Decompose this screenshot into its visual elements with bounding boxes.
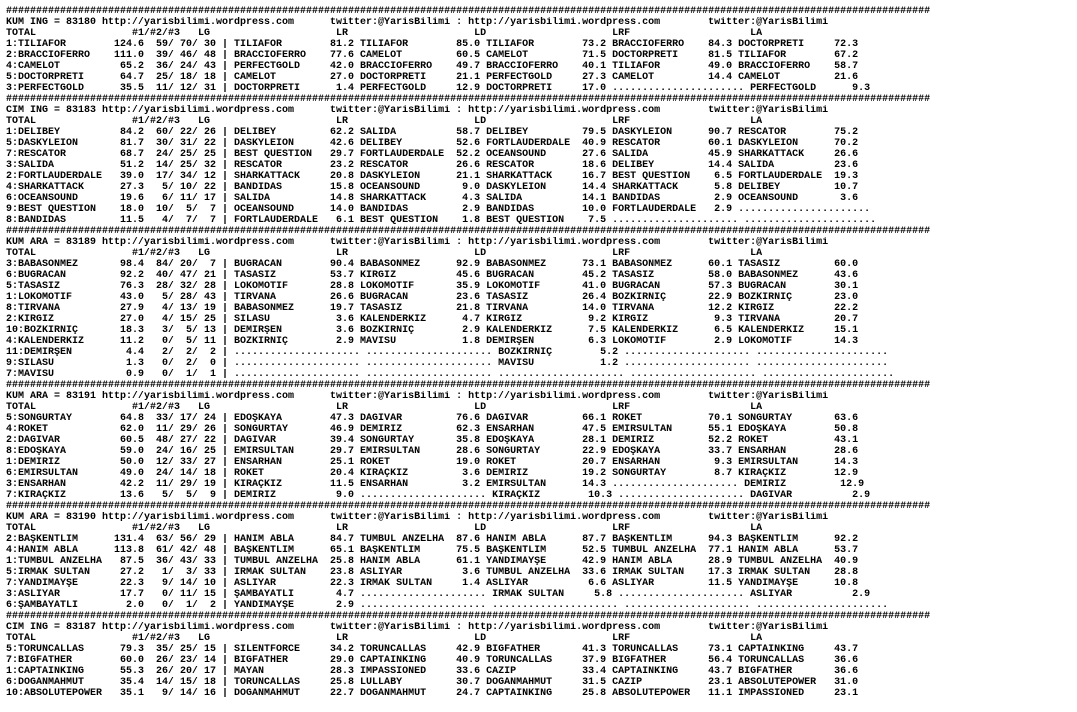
section-title: KUM ARA = 83191 http://yarisbilimi.wordpress.com twitter:@YarisBilimi : http://yarisbilimi.wordpress.com twitter:@YarisBilimi [6, 391, 829, 402]
separator-line: ########################################################################################################################################################## [6, 611, 931, 622]
table-row: 2:BAŞKENTLİM 131.4 63/ 56/ 29 | HANIM ABLA 84.7 TUMBUL ANZELHA 87.6 HANIM ABLA 87.7 BAŞKENTLİM 94.3 BAŞKENTLİM 92.2 [6, 534, 859, 545]
section-title: KUM ING = 83180 http://yarisbilimi.wordpress.com twitter:@YarisBilimi : http://yarisbilimi.wordpress.com twitter:@YarisBilimi [6, 17, 829, 28]
table-row: 1:DEMİRİZ 50.0 12/ 33/ 27 | ENSARHAN 25.1 ROKET 19.0 ROKET 20.7 ENSARHAN 9.3 EMİRSULTAN 14.3 [6, 457, 859, 468]
table-row: 1:LOKOMOTİF 43.0 5/ 28/ 43 | TIRVANA 26.6 BUĞRACAN 23.6 TASASIZ 26.4 BOZKIRNIÇ 22.9 BOZKIRNIÇ 23.0 [6, 292, 859, 303]
table-row: 5:DOCTORPRETI 64.7 25/ 18/ 18 | CAMELOT 27.0 DOCTORPRETI 21.1 PERFECTGOLD 27.3 CAMELOT 14.4 CAMELOT 21.6 [6, 72, 859, 83]
table-row: 5:SONGURTAY 64.8 33/ 17/ 24 | EDOŞKAYA 47.3 DAĞIVAR 76.6 DAĞIVAR 66.1 ROKET 70.1 SONGURTAY 63.6 [6, 413, 859, 424]
section-title: KUM ARA = 83189 http://yarisbilimi.wordpress.com twitter:@YarisBilimi : http://yarisbilimi.wordpress.com twitter:@YarisBilimi [6, 237, 829, 248]
separator-line: ########################################################################################################################################################## [6, 94, 931, 105]
table-row: 6:ŞAMBAYATLI 2.0 0/ 1/ 2 | YANDIMAYŞE 2.9 ..................... ..................... ..................... ...................... [6, 600, 889, 611]
table-row: 1:TILIAFOR 124.6 59/ 70/ 30 | TILIAFOR 81.2 TILIAFOR 85.0 TILIAFOR 73.2 BRACCIOFERRO 84.3 DOCTORPRETI 72.3 [6, 39, 859, 50]
table-row: 4:SHARKATTACK 27.3 5/ 10/ 22 | BANDİDAS 15.8 OCEANSOUND 9.0 DASKYLEION 14.4 SHARKATTACK 5.8 DELIBEY 10.7 [6, 182, 859, 193]
column-header: TOTAL #1/#2/#3 LG LR LD LRF LA [6, 116, 763, 127]
section-title: CIM ING = 83183 http://yarisbilimi.wordpress.com twitter:@YarisBilimi : http://yarisbilimi.wordpress.com twitter:@YarisBilimi [6, 105, 829, 116]
table-row: 3:PERFECTGOLD 35.5 11/ 12/ 31 | DOCTORPRETI 1.4 PERFECTGOLD 12.9 DOCTORPRETI 17.0 ...................... PERFECTGOLD 9.3 [6, 83, 871, 94]
table-row: 4:ROKET 62.0 11/ 29/ 26 | SONGURTAY 46.9 DEMİRİZ 62.3 ENSARHAN 47.5 EMİRSULTAN 55.1 EDOŞKAYA 50.8 [6, 424, 859, 435]
table-row: 3:ASLIYAR 17.7 0/ 11/ 15 | ŞAMBAYATLI 4.7 ..................... IRMAK SULTAN 5.8 ..................... ASLIYAR 2.9 [6, 589, 871, 600]
table-row: 8:EDOŞKAYA 59.0 24/ 16/ 25 | EMİRSULTAN 29.7 EMİRSULTAN 28.6 SONGURTAY 22.9 EDOŞKAYA 33.7 ENSARHAN 28.6 [6, 446, 859, 457]
table-row: 8:BANDİDAS 11.5 4/ 7/ 7 | FORTLAUDERDALE 6.1 BEST QUESTION 1.8 BEST QUESTION 7.5 ..................... ...................... [6, 215, 877, 226]
table-row: 2:BRACCIOFERRO 111.0 39/ 46/ 48 | BRACCIOFERRO 77.6 CAMELOT 60.5 CAMELOT 71.5 DOCTORPRETI 81.5 TILIAFOR 67.2 [6, 50, 859, 61]
table-row: 5:TASASIZ 76.3 28/ 32/ 28 | LOKOMOTİF 28.8 LOKOMOTİF 35.9 LOKOMOTİF 41.0 BUĞRACAN 57.3 BUĞRACAN 30.1 [6, 281, 859, 292]
table-row: 8:TIRVANA 27.9 4/ 13/ 19 | BABASÖNMEZ 19.7 TASASIZ 21.8 TIRVANA 14.0 TIRVANA 12.2 KIRGIZ 22.2 [6, 303, 859, 314]
table-row: 2:DAĞIVAR 60.5 48/ 27/ 22 | DAĞIVAR 39.4 SONGURTAY 35.8 EDOŞKAYA 28.1 DEMİRİZ 52.2 ROKET 43.1 [6, 435, 859, 446]
table-row: 7:KIRAÇKIZ 13.6 5/ 5/ 9 | DEMİRİZ 9.0 ..................... KIRAÇKIZ 10.3 ..................... DAĞIVAR 2.9 [6, 490, 871, 501]
table-row: 10:BOZKIRNIÇ 18.3 3/ 5/ 13 | DEMİRŞEN 3.6 BOZKIRNIÇ 2.9 KALENDERKIZ 7.5 KALENDERKIZ 6.5 KALENDERKIZ 15.1 [6, 325, 859, 336]
separator-line: ########################################################################################################################################################## [6, 226, 931, 237]
separator-line: ########################################################################################################################################################## [6, 6, 931, 17]
table-row: 2:FORTLAUDERDALE 39.0 17/ 34/ 12 | SHARKATTACK 20.8 DASKYLEION 21.1 SHARKATTACK 16.7 BEST QUESTION 6.5 FORTLAUDERDALE 19.3 [6, 171, 859, 182]
table-row: 6:DOĞANMAHMUT 35.4 14/ 15/ 18 | TORUNCALLAS 25.8 LULLABY 30.7 DOĞANMAHMUT 31.5 CAZİP 23.1 ABSOLUTEPOWER 31.0 [6, 677, 859, 688]
table-row: 9:SILASU 1.3 0/ 2/ 0 | ..................... ..................... MAVİSU 1.2 ..................... ...................... [6, 358, 889, 369]
table-row: 3:ENSARHAN 42.2 11/ 29/ 19 | KIRAÇKIZ 11.5 ENSARHAN 3.2 EMİRSULTAN 14.3 ..................... DEMİRİZ 12.9 [6, 479, 865, 490]
table-row: 1:DELIBEY 84.2 60/ 22/ 26 | DELIBEY 62.2 SALİDA 58.7 DELIBEY 79.5 DASKYLEION 90.7 RESCATOR 75.2 [6, 127, 859, 138]
section-title: CIM ING = 83187 http://yarisbilimi.wordpress.com twitter:@YarisBilimi : http://yarisbilimi.wordpress.com twitter:@YarisBilimi [6, 622, 829, 633]
column-header: TOTAL #1/#2/#3 LG LR LD LRF LA [6, 248, 763, 259]
column-header: TOTAL #1/#2/#3 LG LR LD LRF LA [6, 402, 763, 413]
table-row: 7:YANDIMAYŞE 22.3 9/ 14/ 10 | ASLIYAR 22.3 IRMAK SULTAN 1.4 ASLIYAR 6.6 ASLIYAR 11.5 YANDIMAYŞE 10.8 [6, 578, 859, 589]
table-row: 6:BUĞRACAN 92.2 40/ 47/ 21 | TASASIZ 53.7 KIRGIZ 45.6 BUĞRACAN 45.2 TASASIZ 58.0 BABASÖNMEZ 43.6 [6, 270, 859, 281]
table-row: 10:ABSOLUTEPOWER 35.1 9/ 14/ 16 | DOĞANMAHMUT 22.7 DOĞANMAHMUT 24.7 CAPTAINKING 25.8 ABSOLUTEPOWER 11.1 IMPASSIONED 23.1 [6, 688, 859, 699]
table-row: 7:RESCATOR 68.7 24/ 25/ 25 | BEST QUESTION 29.7 FORTLAUDERDALE 52.2 OCEANSOUND 27.6 SALİDA 45.9 SHARKATTACK 26.6 [6, 149, 859, 160]
table-row: 6:EMİRSULTAN 49.0 24/ 14/ 18 | ROKET 20.4 KIRAÇKIZ 3.6 DEMİRİZ 19.2 SONGURTAY 8.7 KIRAÇKIZ 12.9 [6, 468, 859, 479]
table-row: 4:CAMELOT 65.2 36/ 24/ 43 | PERFECTGOLD 42.0 BRACCIOFERRO 49.7 BRACCIOFERRO 40.1 TILIAFOR 49.0 BRACCIOFERRO 58.7 [6, 61, 859, 72]
table-row: 1:TUMBUL ANZELHA 87.5 36/ 43/ 33 | TUMBUL ANZELHA 25.8 HANIM ABLA 61.1 YANDIMAYŞE 42.9 HANIM ABLA 28.9 TUMBUL ANZELHA 40.9 [6, 556, 859, 567]
table-row: 1:CAPTAINKING 55.3 26/ 20/ 17 | MAYAN 28.3 IMPASSIONED 33.6 CAZİP 33.4 CAPTAINKING 43.7 BIGFATHER 36.6 [6, 666, 859, 677]
column-header: TOTAL #1/#2/#3 LG LR LD LRF LA [6, 28, 763, 39]
column-header: TOTAL #1/#2/#3 LG LR LD LRF LA [6, 633, 763, 644]
table-row: 7:BIGFATHER 60.0 26/ 23/ 14 | BIGFATHER 29.0 CAPTAINKING 40.9 TORUNCALLAS 37.9 BIGFATHER 56.4 TORUNCALLAS 36.6 [6, 655, 859, 666]
separator-line: ########################################################################################################################################################## [6, 380, 931, 391]
table-row: 9:BEST QUESTION 18.0 10/ 5/ 7 | OCEANSOUND 14.0 BANDİDAS 2.9 BANDİDAS 10.0 FORTLAUDERDALE 2.9 ...................... [6, 204, 871, 215]
table-row: 2:KIRGIZ 27.0 4/ 15/ 25 | SILASU 3.6 KALENDERKIZ 4.7 KIRGIZ 9.2 KIRGIZ 9.3 TIRVANA 20.7 [6, 314, 859, 325]
column-header: TOTAL #1/#2/#3 LG LR LD LRF LA [6, 523, 763, 534]
table-row: 4:HANIM ABLA 113.8 61/ 42/ 48 | BAŞKENTLİM 65.1 BAŞKENTLİM 75.5 BAŞKENTLİM 52.5 TUMBUL ANZELHA 77.1 HANIM ABLA 53.7 [6, 545, 859, 556]
table-row: 5:DASKYLEION 81.7 30/ 31/ 22 | DASKYLEION 42.6 DELIBEY 52.6 FORTLAUDERDALE 40.9 RESCATOR 60.1 DASKYLEION 70.2 [6, 138, 859, 149]
table-row: 6:OCEANSOUND 19.6 6/ 11/ 17 | SALİDA 14.8 SHARKATTACK 4.3 SALİDA 14.1 BANDİDAS 2.9 OCEANSOUND 3.6 [6, 193, 859, 204]
table-row: 11:DEMİRŞEN 4.4 2/ 2/ 2 | ..................... ..................... BOZKIRNIÇ 5.2 ..................... ...................... [6, 347, 889, 358]
table-row: 5:TORUNCALLAS 79.3 35/ 25/ 15 | SILENTFORCE 34.2 TORUNCALLAS 42.9 BIGFATHER 41.3 TORUNCALLAS 73.1 CAPTAINKING 43.7 [6, 644, 859, 655]
section-title: KUM ARA = 83190 http://yarisbilimi.wordpress.com twitter:@YarisBilimi : http://yarisbilimi.wordpress.com twitter:@YarisBilimi [6, 512, 829, 523]
table-row: 5:IRMAK SULTAN 27.2 1/ 3/ 33 | IRMAK SULTAN 23.8 ASLIYAR 3.6 TUMBUL ANZELHA 33.6 IRMAK SULTAN 17.3 IRMAK SULTAN 28.8 [6, 567, 859, 578]
table-row: 4:KALENDERKIZ 11.2 0/ 5/ 11 | BOZKIRNIÇ 2.9 MAVİSU 1.8 DEMİRŞEN 6.3 LOKOMOTİF 2.9 LOKOMOTİF 14.3 [6, 336, 859, 347]
separator-line: ########################################################################################################################################################## [6, 501, 931, 512]
table-row: 3:SALİDA 51.2 14/ 25/ 32 | RESCATOR 23.2 RESCATOR 26.6 RESCATOR 18.6 DELIBEY 14.4 SALİDA 23.6 [6, 160, 859, 171]
table-row: 7:MAVİSU 0.9 0/ 1/ 1 | ..................... ..................... ..................... ..................... ...................... [6, 369, 895, 380]
table-row: 3:BABASÖNMEZ 98.4 84/ 20/ 7 | BUĞRACAN 90.4 BABASÖNMEZ 92.9 BABASÖNMEZ 73.1 BABASÖNMEZ 60.1 TASASIZ 60.0 [6, 259, 859, 270]
